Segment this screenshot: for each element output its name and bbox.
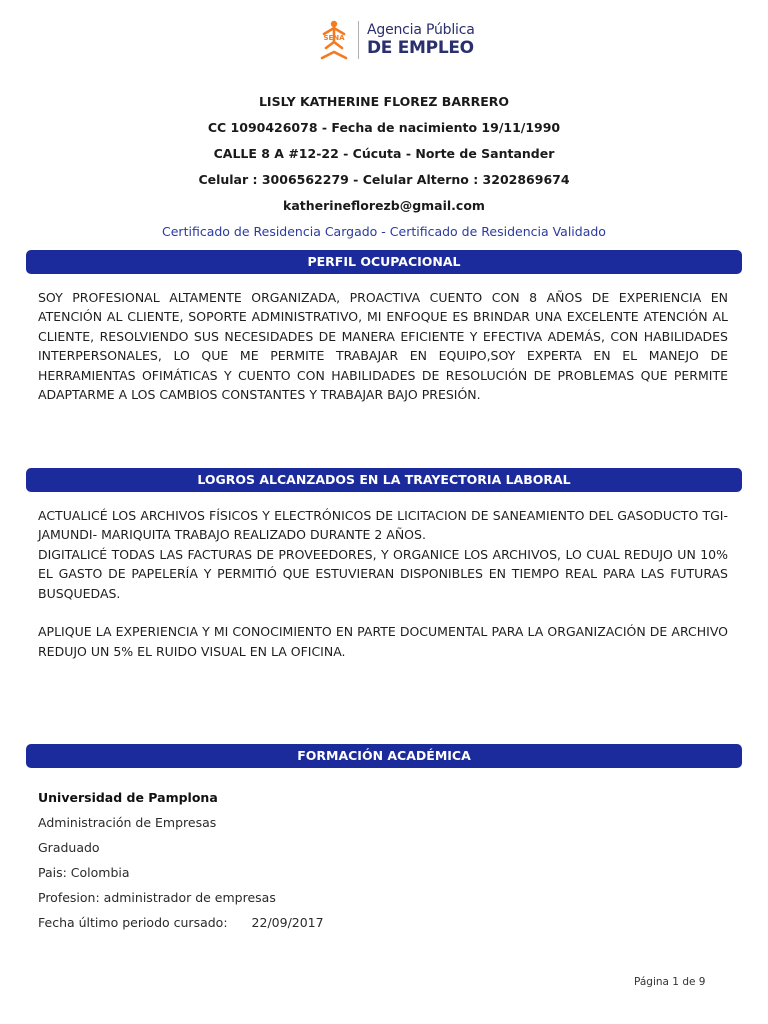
- section-header-logros: LOGROS ALCANZADOS EN LA TRAYECTORIA LABORAL: [26, 468, 742, 492]
- residence-certificate-status: Certificado de Residencia Cargado - Certificado de Residencia Validado: [162, 224, 606, 239]
- education-entry: [38, 788, 324, 938]
- last-period-label: Fecha último periodo cursado:: [38, 915, 228, 930]
- logo-title-line1: Agencia Pública: [367, 22, 475, 38]
- program-name: Administración de Empresas: [38, 815, 217, 830]
- university-name: Universidad de Pamplona: [38, 790, 218, 805]
- graduation-status: Graduado: [38, 840, 100, 855]
- logros-paragraph-2: DIGITALICÉ TODAS LAS FACTURAS DE PROVEEDORES, Y ORGANICE LOS ARCHIVOS, LO CUAL REDUJO UN 10% EL GASTO DE PAPELERÍA Y PERMITIÓ QUE ESTUVIERAN DISPONIBLES EN TIEMPO REAL PARA LAS FUTURAS BUSQUEDAS.: [38, 546, 728, 601]
- svg-text:SENA: SENA: [323, 34, 345, 42]
- phone-numbers: Celular : 3006562279 - Celular Alterno : 3202869674: [198, 172, 570, 187]
- logros-paragraph-1: ACTUALICÉ LOS ARCHIVOS FÍSICOS Y ELECTRÓNICOS DE LICITACION DE SANEAMIENTO DEL GASODUCTO TGI-JAMUNDI- MARIQUITA TRABAJO REALIZADO DURANTE 2 AÑOS.: [38, 508, 728, 543]
- candidate-name: LISLY KATHERINE FLOREZ BARRERO: [258, 94, 510, 109]
- logo-title-line2: DE EMPLEO: [367, 38, 474, 58]
- perfil-paragraph: SOY PROFESIONAL ALTAMENTE ORGANIZADA, PROACTIVA CUENTO CON 8 AÑOS DE EXPERIENCIA EN ATENCIÓN AL CLIENTE, SOPORTE ADMINISTRATIVO, MI ENFOQUE ES BRINDAR UNA EXCELENTE ATENCIÓN AL CLIENTE, RESOLVIENDO SUS NECESIDADES DE MANERA EFICIENTE Y EFECTIVA ADEMÁS, CON HABILIDADES INTERPERSONALES, LO QUE ME PERMITE TRABAJAR EN EQUIPO,SOY EXPERTA EN EL MANEJO DE HERRAMIENTAS OFIMÁTICAS Y CUENTO CON HABILIDADES DE RESOLUCIÓN DE PROBLEMAS QUE PERMITE ADAPTARME A LOS CAMBIOS CONSTANTES Y TRABAJAR BAJO PRESIÓN.: [38, 290, 728, 403]
- logros-paragraph-3: APLIQUE LA EXPERIENCIA Y MI CONOCIMIENTO EN PARTE DOCUMENTAL PARA LA ORGANIZACIÓN DE ARCHIVO REDUJO UN 5% EL RUIDO VISUAL EN LA OFICINA.: [38, 624, 728, 659]
- profession: Profesion: administrador de empresas: [38, 890, 276, 905]
- id-and-birthdate: CC 1090426078 - Fecha de nacimiento 19/11/1990: [207, 120, 561, 135]
- section-header-perfil: PERFIL OCUPACIONAL: [26, 250, 742, 274]
- last-period-row: [38, 913, 324, 938]
- logros-text: [38, 506, 728, 661]
- last-period-date: 22/09/2017: [251, 915, 324, 930]
- email-address: katherineflorezb@gmail.com: [283, 198, 485, 213]
- sena-logo-icon: [316, 18, 352, 62]
- agencia-publica-logo: [316, 18, 475, 62]
- address: CALLE 8 A #12-22 - Cúcuta - Norte de Santander: [213, 146, 555, 161]
- country: Pais: Colombia: [38, 865, 130, 880]
- personal-header: [0, 92, 768, 242]
- logo-divider: [358, 21, 359, 59]
- page-number: Página 1 de 9: [634, 976, 706, 988]
- perfil-text: [38, 288, 728, 404]
- section-header-formacion: FORMACIÓN ACADÉMICA: [26, 744, 742, 768]
